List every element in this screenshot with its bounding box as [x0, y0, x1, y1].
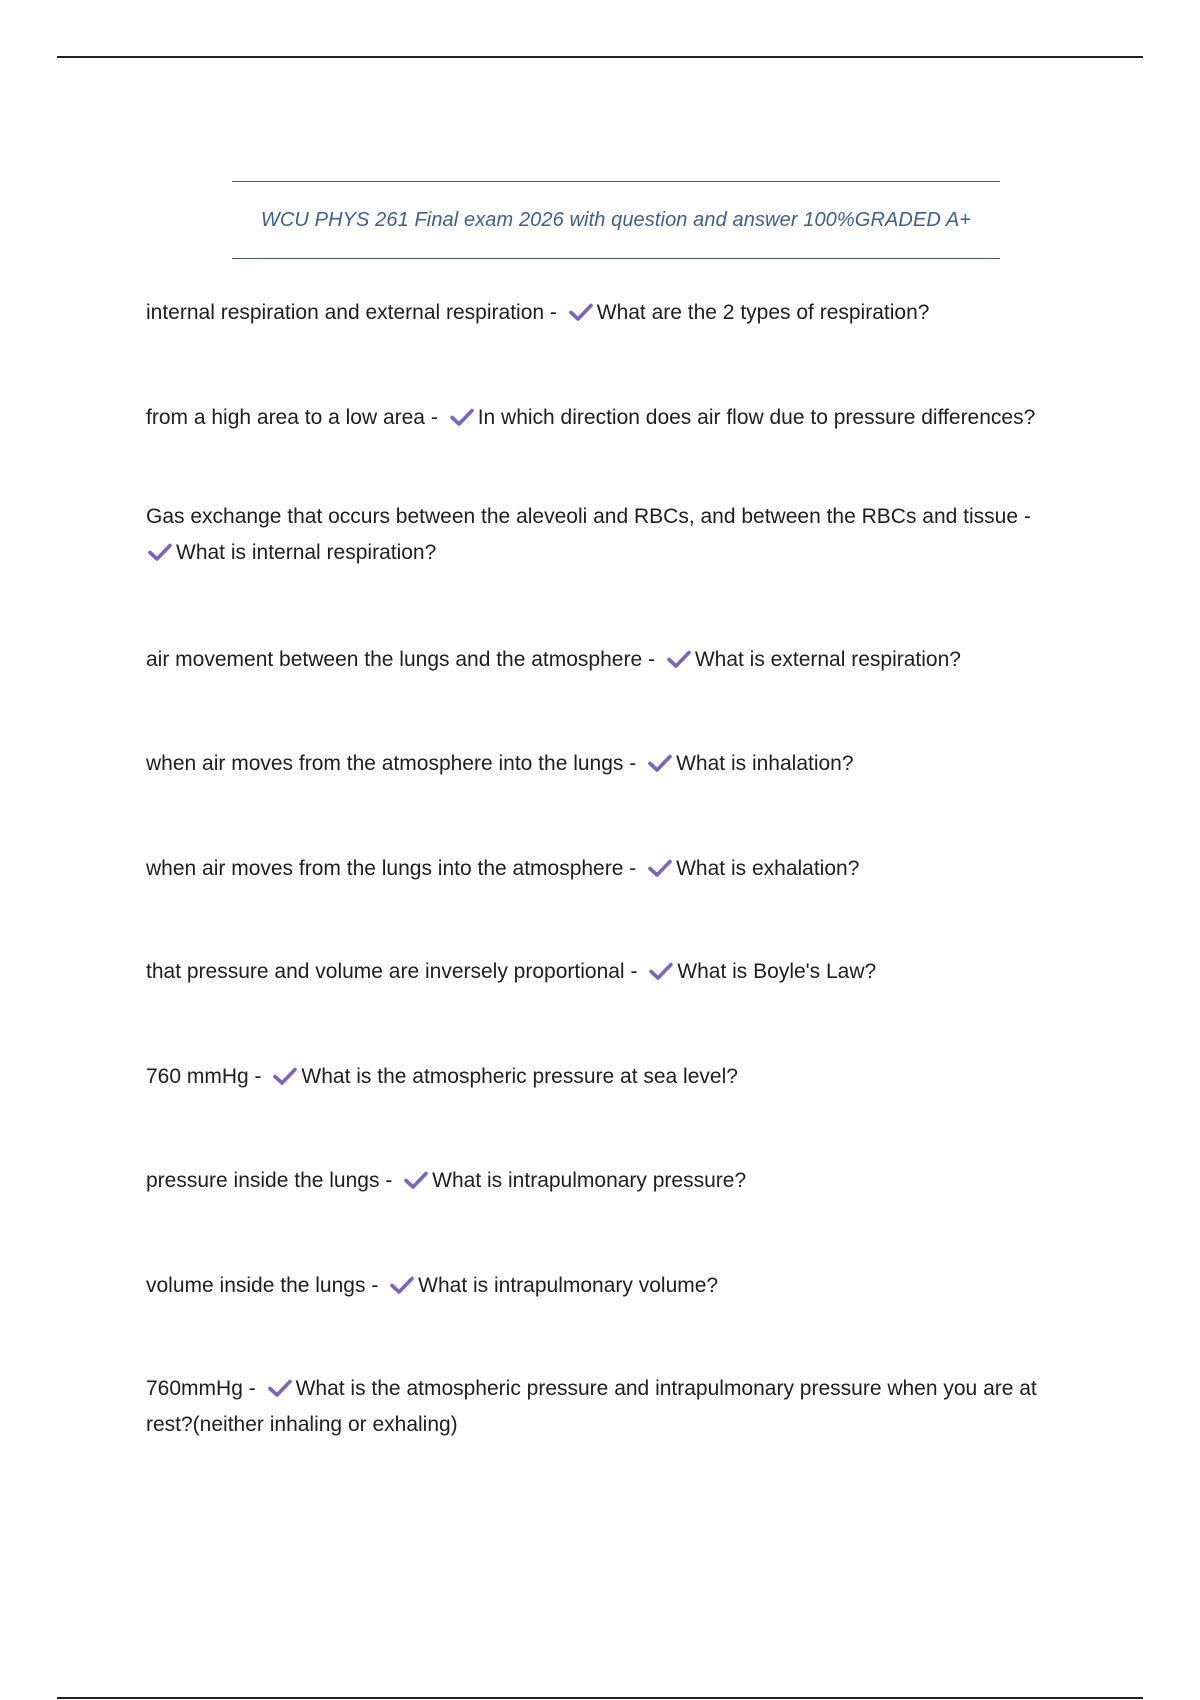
separator: -	[385, 1169, 393, 1192]
checkmark-icon	[450, 408, 474, 426]
answer-text: Gas exchange that occurs between the aleveoli and RBCs, and between the RBCs and tissue	[146, 505, 1019, 528]
qa-item	[146, 400, 1086, 436]
question-text: In which direction does air flow due to pressure differences?	[477, 406, 1036, 429]
qa-item	[146, 1059, 1086, 1095]
separator: -	[248, 1377, 256, 1400]
separator: -	[371, 1274, 379, 1297]
checkmark-icon	[649, 962, 673, 980]
question-text: What is the atmospheric pressure and intrapulmonary pressure when you are at rest?(neither inhaling or exhaling)	[146, 1377, 1037, 1436]
answer-text: pressure inside the lungs	[146, 1169, 380, 1192]
question-text: What is Boyle's Law?	[677, 960, 877, 983]
checkmark-icon	[268, 1379, 292, 1397]
checkmark-icon	[648, 754, 672, 772]
separator: -	[629, 752, 637, 775]
answer-text: from a high area to a low area	[146, 406, 425, 429]
qa-item	[146, 1163, 1086, 1199]
checkmark-icon	[390, 1276, 414, 1294]
separator: -	[630, 960, 638, 983]
question-text: What is inhalation?	[676, 752, 854, 775]
qa-item	[146, 1268, 1086, 1304]
document-title: WCU PHYS 261 Final exam 2026 with question and answer 100%GRADED A+	[260, 208, 972, 231]
answer-text: volume inside the lungs	[146, 1274, 366, 1297]
answer-text: when air moves from the lungs into the atmosphere	[146, 857, 624, 880]
qa-item	[146, 746, 1086, 782]
checkmark-icon	[648, 859, 672, 877]
qa-item	[146, 954, 1086, 990]
bottom-page-rule	[57, 1697, 1143, 1699]
question-text: What is internal respiration?	[176, 541, 437, 564]
answer-text: 760mmHg	[146, 1377, 243, 1400]
question-text: What is external respiration?	[694, 648, 961, 671]
checkmark-icon	[569, 303, 593, 321]
qa-item	[146, 295, 1086, 331]
separator: -	[1023, 505, 1031, 528]
qa-item	[146, 851, 1086, 887]
answer-text: air movement between the lungs and the atmosphere	[146, 648, 643, 671]
title-banner	[232, 181, 1000, 259]
checkmark-icon	[404, 1171, 428, 1189]
separator: -	[629, 857, 637, 880]
question-text: What is exhalation?	[676, 857, 860, 880]
separator: -	[254, 1065, 262, 1088]
top-page-rule	[57, 56, 1143, 58]
qa-item	[146, 1371, 1086, 1443]
question-text: What is intrapulmonary volume?	[418, 1274, 719, 1297]
question-text: What is intrapulmonary pressure?	[432, 1169, 747, 1192]
separator: -	[430, 406, 438, 429]
answer-text: 760 mmHg	[146, 1065, 249, 1088]
checkmark-icon	[273, 1067, 297, 1085]
separator: -	[647, 648, 655, 671]
qa-item	[146, 642, 1086, 678]
answer-text: when air moves from the atmosphere into the lungs	[146, 752, 624, 775]
answer-text: that pressure and volume are inversely proportional	[146, 960, 625, 983]
checkmark-icon	[148, 543, 172, 561]
question-text: What are the 2 types of respiration?	[596, 301, 930, 324]
answer-text: internal respiration and external respiration	[146, 301, 545, 324]
separator: -	[549, 301, 557, 324]
question-text: What is the atmospheric pressure at sea level?	[301, 1065, 738, 1088]
qa-item	[146, 499, 1086, 571]
checkmark-icon	[667, 650, 691, 668]
